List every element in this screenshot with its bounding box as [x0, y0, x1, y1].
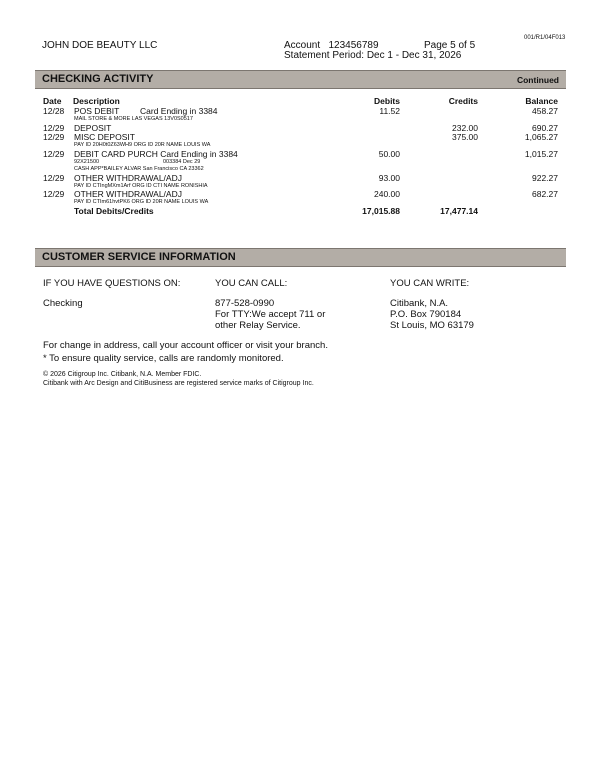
address-line1: Citibank, N.A.	[390, 298, 449, 309]
row-credit: 232.00	[452, 123, 478, 133]
column-header-credits: Credits	[448, 96, 478, 106]
address-line3: St Louis, MO 63179	[390, 320, 474, 331]
trademark-notice: Citibank with Arc Design and CitiBusiness are registered service marks of Citigroup Inc.	[43, 380, 314, 387]
row-detail: PAY ID CTIm61hvtPK6 ORG ID 20R NAME LOUIS WA	[74, 199, 209, 205]
section-title: CHECKING ACTIVITY	[42, 73, 154, 85]
row-detail: PAY ID CTIngMXm1Arf ORG ID CTI NAME RONISHIA	[74, 183, 208, 189]
row-date: 12/29	[43, 123, 65, 133]
call-header: YOU CAN CALL:	[215, 278, 288, 289]
service-topic: Checking	[43, 298, 83, 309]
row-detail: 92X21500	[74, 159, 100, 165]
column-header-balance: Balance	[525, 96, 558, 106]
address-line2: P.O. Box 790184	[390, 309, 462, 320]
write-header: YOU CAN WRITE:	[390, 278, 470, 289]
row-description: DEPOSIT	[74, 123, 112, 133]
column-header-date: Date	[43, 96, 62, 106]
customer-service-header	[35, 248, 566, 267]
row-description: POS DEBIT	[74, 106, 120, 116]
total-debits: 17,015.88	[362, 206, 400, 216]
row-detail: PAY ID 20H0t0Z63WH9 ORG ID 20R NAME LOUIS WA	[74, 142, 211, 148]
column-header-debits: Debits	[374, 96, 400, 106]
row-detail-merchant: CASH APP*BAILEY ALVAR San Francisco CA 23362	[74, 166, 204, 172]
copyright-notice: © 2026 Citigroup Inc. Citibank, N.A. Member FDIC.	[43, 371, 202, 378]
monitoring-note: * To ensure quality service, calls are randomly monitored.	[43, 353, 284, 364]
totals-label: Total Debits/Credits	[74, 206, 154, 216]
row-debit: 11.52	[379, 106, 400, 116]
row-debit: 50.00	[378, 149, 400, 159]
column-header-description: Description	[73, 96, 120, 106]
account-label: Account	[284, 40, 321, 51]
row-detail: MAIL STORE & MORE LAS VEGAS 13V0S0517	[74, 116, 193, 122]
service-phone: 877-528-0990	[215, 298, 275, 309]
row-balance: 1,015.27	[524, 149, 558, 159]
page-number: Page 5 of 5	[424, 40, 476, 51]
statement-period: Statement Period: Dec 1 - Dec 31, 2026	[284, 50, 462, 61]
questions-header: IF YOU HAVE QUESTIONS ON:	[43, 278, 181, 289]
tty-info-line2: other Relay Service.	[215, 320, 301, 331]
row-date: 12/29	[43, 173, 65, 183]
row-date: 12/29	[43, 132, 65, 142]
row-date: 12/29	[43, 189, 65, 199]
row-description: DEBIT CARD PURCH Card Ending in 3384	[74, 149, 238, 159]
continued-label: Continued	[516, 75, 559, 85]
table-row	[0, 149, 600, 172]
row-credit: 375.00	[452, 132, 478, 142]
row-date: 12/28	[43, 106, 65, 116]
row-balance: 1,065.27	[524, 132, 558, 142]
document-code: 001/R1/04F013	[524, 35, 566, 41]
row-description: MISC DEPOSIT	[74, 132, 135, 142]
row-description: OTHER WITHDRAWAL/ADJ	[74, 189, 182, 199]
section-title: CUSTOMER SERVICE INFORMATION	[42, 251, 236, 263]
row-debit: 93.00	[378, 173, 400, 183]
tty-info-line1: For TTY:We accept 711 or	[215, 309, 326, 320]
company-name: JOHN DOE BEAUTY LLC	[42, 40, 158, 51]
row-description-extra: Card Ending in 3384	[140, 106, 218, 116]
row-balance: 458.27	[532, 106, 558, 116]
row-date: 12/29	[43, 149, 65, 159]
row-description: OTHER WITHDRAWAL/ADJ	[74, 173, 182, 183]
row-balance: 922.27	[532, 173, 558, 183]
row-balance: 690.27	[532, 123, 558, 133]
checking-activity-header	[35, 70, 566, 89]
row-detail-date: 003384 Dec 29	[163, 159, 201, 165]
address-change-note: For change in address, call your account officer or visit your branch.	[43, 340, 328, 351]
total-credits: 17,477.14	[440, 206, 478, 216]
row-balance: 682.27	[532, 189, 558, 199]
row-debit: 240.00	[374, 189, 400, 199]
account-number: 123456789	[328, 40, 379, 51]
